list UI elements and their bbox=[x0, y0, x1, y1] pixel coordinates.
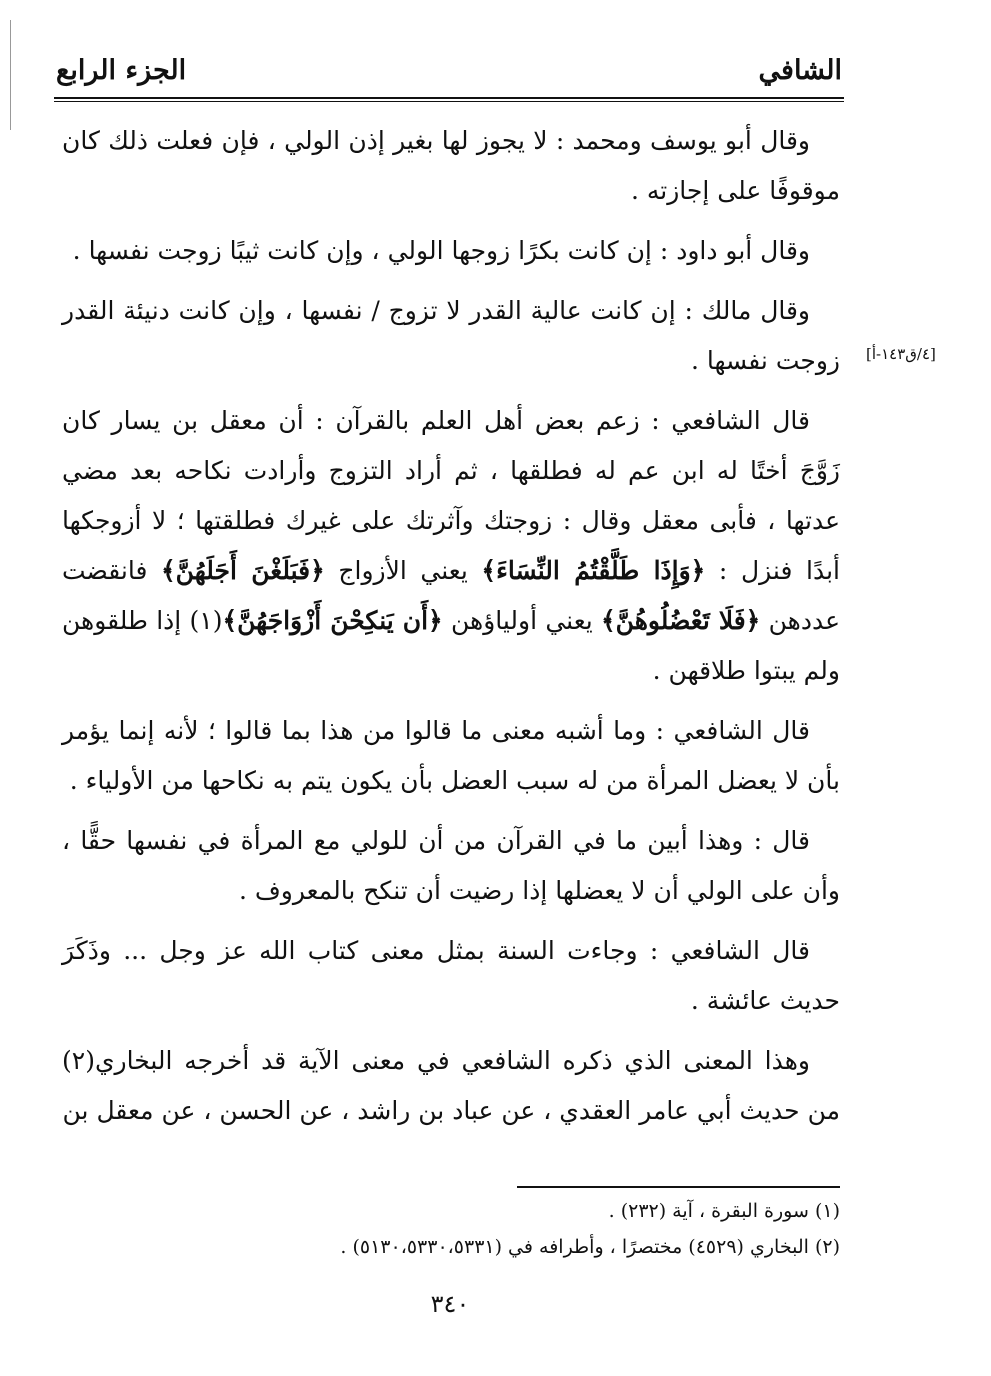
running-header bbox=[56, 55, 842, 95]
paragraph bbox=[62, 226, 840, 276]
manuscript-folio-note: [٤/ق١٤٣-أ] bbox=[866, 345, 936, 363]
paragraph-text: قال الشافعي : زعم بعض أهل العلم بالقرآن : أن معقل بن يسار كان زَوَّجَ أختًا له ابن عم له فطلقها ، ثم أراد التزوج وأرادت نكاحه بعد مضي عدتها ، فأبى معقل وقال : زوجتك وآثرتك على غيرك فطلقتها ؛ لا أزوجكها أبدًا فنزل : bbox=[62, 406, 840, 585]
paragraph bbox=[62, 396, 840, 696]
page-number: ٣٤٠ bbox=[430, 1290, 470, 1318]
header-rule bbox=[54, 97, 844, 99]
paragraph bbox=[62, 1036, 840, 1136]
paragraph-text: فانقضت عددهن bbox=[62, 556, 841, 635]
paragraph bbox=[62, 116, 840, 216]
paragraph-text: قال الشافعي : وجاءت السنة بمثل معنى كتاب الله عز وجل ... وذَكَرَ حديث عائشة . bbox=[62, 936, 840, 1015]
volume-label: الجزء الرابع bbox=[56, 55, 187, 86]
paragraph bbox=[62, 706, 840, 806]
paragraph-text: يعني أولياؤهن bbox=[442, 606, 602, 635]
paragraph bbox=[62, 816, 840, 916]
paragraph-text: يعني الأزواج bbox=[324, 556, 482, 585]
header-rule-thin bbox=[54, 101, 844, 102]
paragraph-text: وهذا المعنى الذي ذكره الشافعي في معنى الآية قد أخرجه البخاري(٢) من حديث أبي عامر العقدي ، عن عباد بن راشد ، عن الحسن ، عن معقل بن bbox=[62, 1046, 840, 1125]
body-text bbox=[62, 116, 840, 1146]
paragraph-text: وقال أبو داود : إن كانت بكرًا زوجها الولي ، وإن كانت ثيبًا زوجت نفسها . bbox=[72, 236, 810, 265]
paragraph-text: قال الشافعي : وما أشبه معنى ما قالوا من هذا بما قالوا ؛ لأنه إنما يؤمر بأن لا يعضل المرأة من له سبب العضل بأن يكون يتم به نكاحها من الأولياء . bbox=[62, 716, 840, 795]
paragraph bbox=[62, 286, 840, 386]
paragraph-text: قال : وهذا أبين ما في القرآن من أن للولي مع المرأة في نفسها حقًّا ، وأن على الولي أن لا يعضلها إذا رضيت أن تنكح بالمعروف . bbox=[62, 826, 840, 905]
footnote-separator bbox=[517, 1186, 840, 1188]
book-title: الشافي bbox=[758, 55, 842, 86]
paragraph-text: (١) إذا طلقوهن ولم يبتوا طلاقهن . bbox=[62, 606, 840, 685]
footnote: (٢) البخاري (٤٥٢٩) مختصرًا ، وأطرافه في (٥١٣٠،٥٣٣٠،٥٣٣١) . bbox=[340, 1236, 840, 1258]
paragraph bbox=[62, 926, 840, 1026]
scan-edge-line bbox=[10, 20, 11, 130]
quran-quote: ﴿وَإِذَا طَلَّقْتُمُ النِّسَاءَ﴾ bbox=[481, 556, 706, 585]
paragraph-text: وقال أبو يوسف ومحمد : لا يجوز لها بغير إذن الولي ، فإن فعلت ذلك كان موقوفًا على إجازته . bbox=[62, 126, 840, 205]
quran-quote: ﴿أَن يَنكِحْنَ أَزْوَاجَهُنَّ﴾ bbox=[222, 606, 443, 635]
footnote: (١) سورة البقرة ، آية (٢٣٢) . bbox=[608, 1200, 840, 1222]
quran-quote: ﴿فَلَا تَعْضُلُوهُنَّ﴾ bbox=[601, 606, 761, 635]
paragraph-text: وقال مالك : إن كانت عالية القدر لا تزوج / نفسها ، وإن كانت دنيئة القدر زوجت نفسها . bbox=[62, 296, 840, 375]
quran-quote: ﴿فَبَلَغْنَ أَجَلَهُنَّ﴾ bbox=[161, 556, 325, 585]
footnotes bbox=[62, 1193, 840, 1265]
